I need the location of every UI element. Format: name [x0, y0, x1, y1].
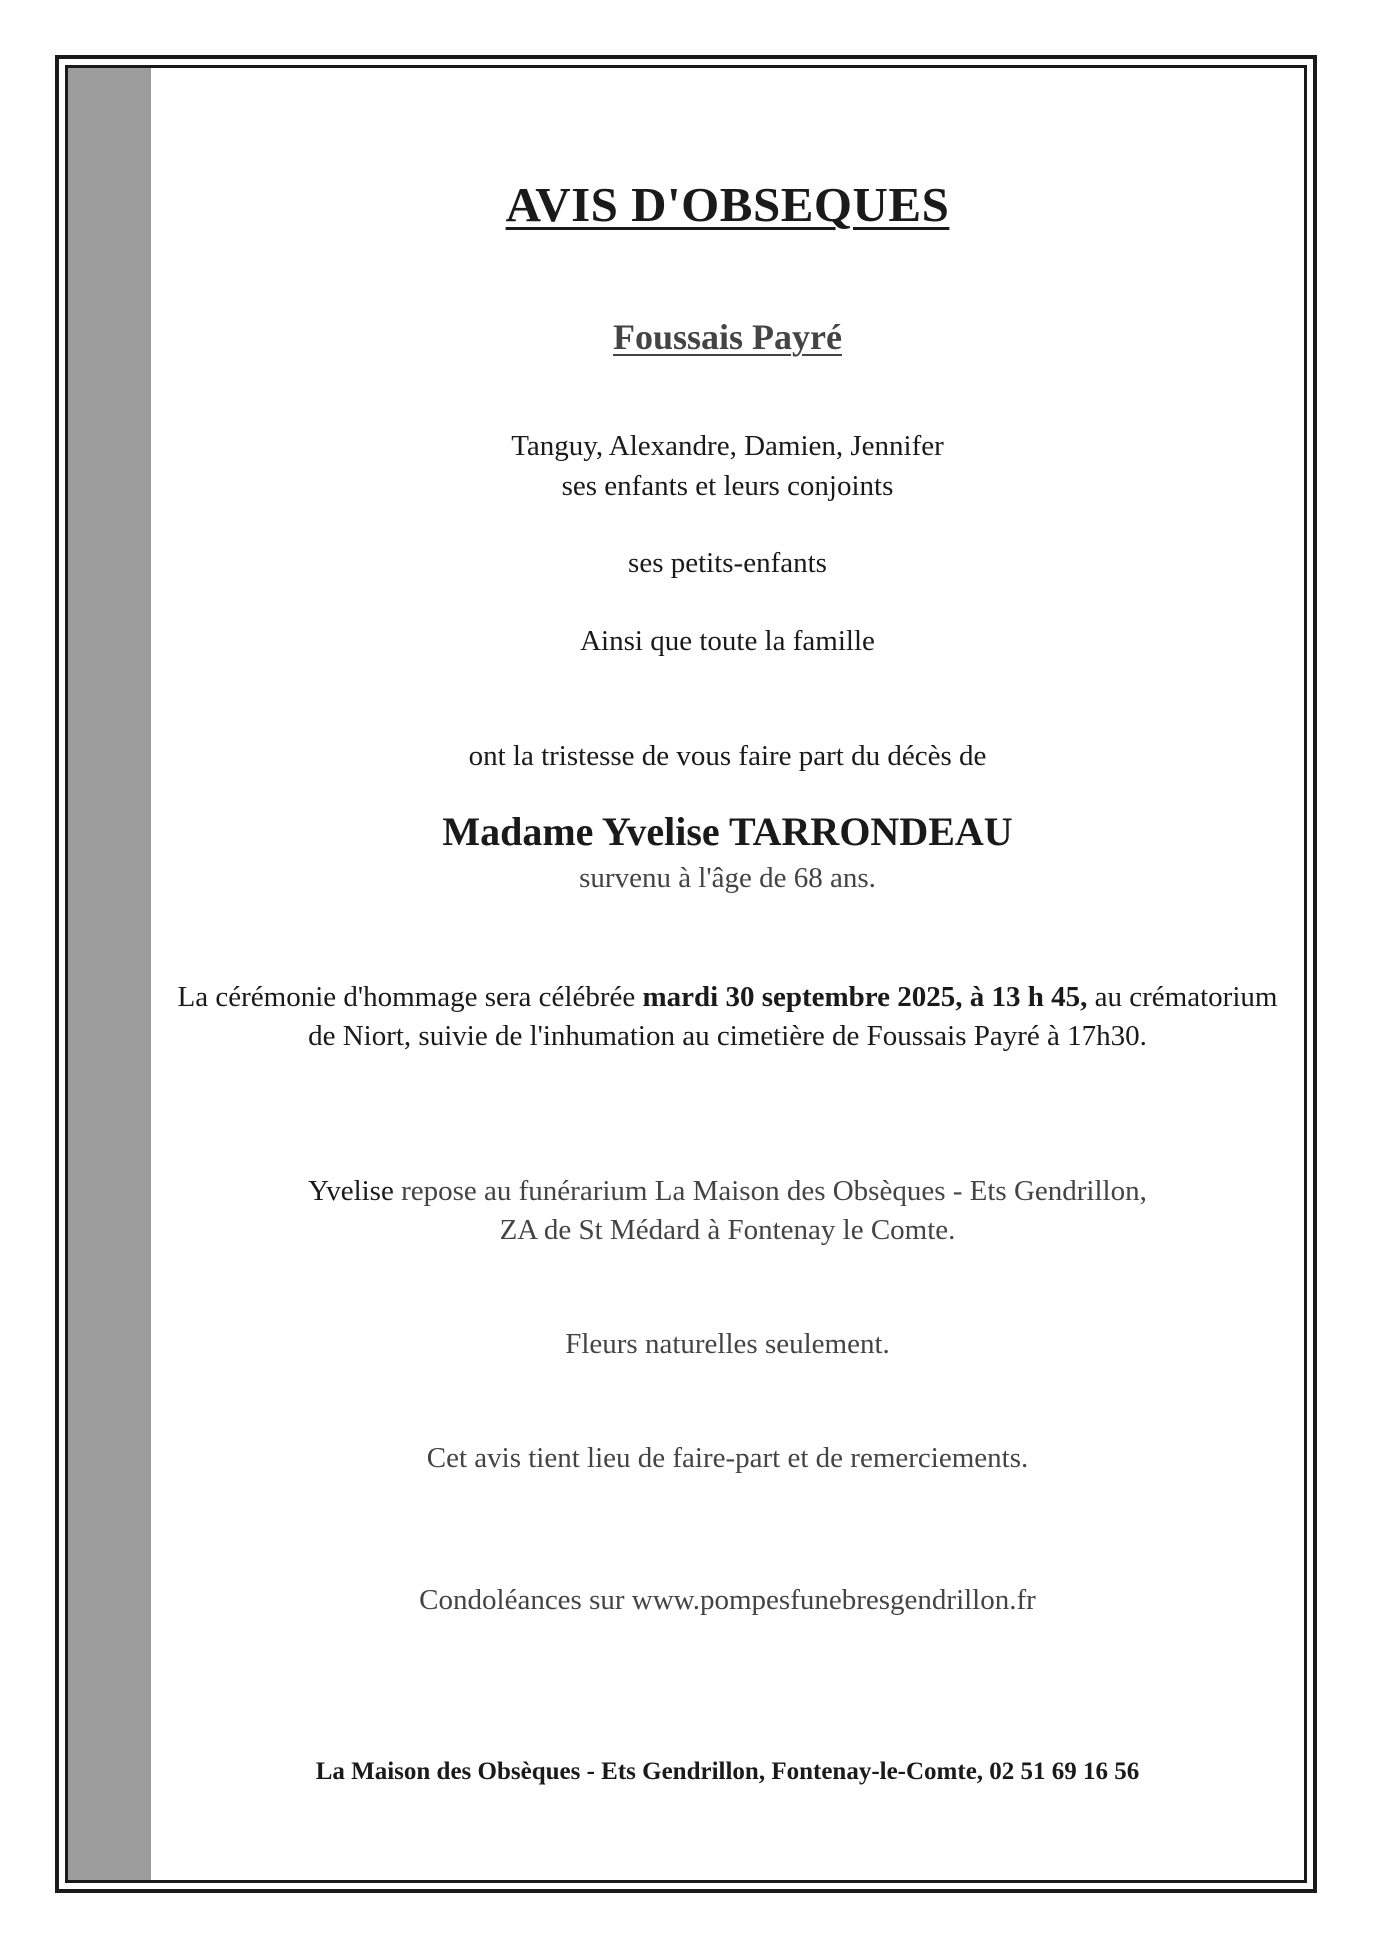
family-grandchildren: ses petits-enfants	[628, 547, 827, 579]
ceremony-intro: La cérémonie d'hommage sera célébrée	[177, 981, 643, 1013]
footer-contact: La Maison des Obsèques - Ets Gendrillon, Fontenay-le-Comte, 02 51 69 16 56	[315, 1758, 1140, 1785]
rest-line-1	[151, 1171, 1304, 1211]
ceremony-location: au crématorium de Niort, suivie de l'inhumation au cimetière de Foussais Payré à 17h30.	[308, 981, 1278, 1052]
flowers-note: Fleurs naturelles seulement.	[565, 1328, 890, 1360]
side-gray-band	[68, 68, 151, 1880]
notice-content	[151, 68, 1304, 1880]
rest-place: repose au funérarium La Maison des Obsèques - Ets Gendrillon,	[393, 1175, 1147, 1207]
family-names: Tanguy, Alexandre, Damien, Jennifer	[511, 430, 944, 462]
family-all: Ainsi que toute la famille	[580, 625, 875, 657]
ceremony-text	[171, 978, 1284, 1056]
rest-line-2: ZA de St Médard à Fontenay le Comte.	[499, 1214, 956, 1246]
ceremony-date: mardi 30 septembre 2025, à 13 h 45,	[642, 981, 1088, 1013]
condolences-note: Condoléances sur www.pompesfunebresgendrillon.fr	[419, 1584, 1036, 1616]
age-line: survenu à l'âge de 68 ans.	[579, 862, 876, 894]
announce-text: ont la tristesse de vous faire part du décès de	[468, 740, 987, 772]
family-children: ses enfants et leurs conjoints	[561, 470, 894, 502]
place-name: Foussais Payré	[613, 317, 842, 357]
deceased-name: Madame Yvelise TARRONDEAU	[442, 809, 1013, 854]
thanks-note: Cet avis tient lieu de faire-part et de remerciements.	[426, 1442, 1029, 1474]
notice-title: AVIS D'OBSEQUES	[505, 177, 950, 232]
rest-name: Yvelise	[308, 1175, 394, 1207]
inner-border	[65, 65, 1307, 1883]
